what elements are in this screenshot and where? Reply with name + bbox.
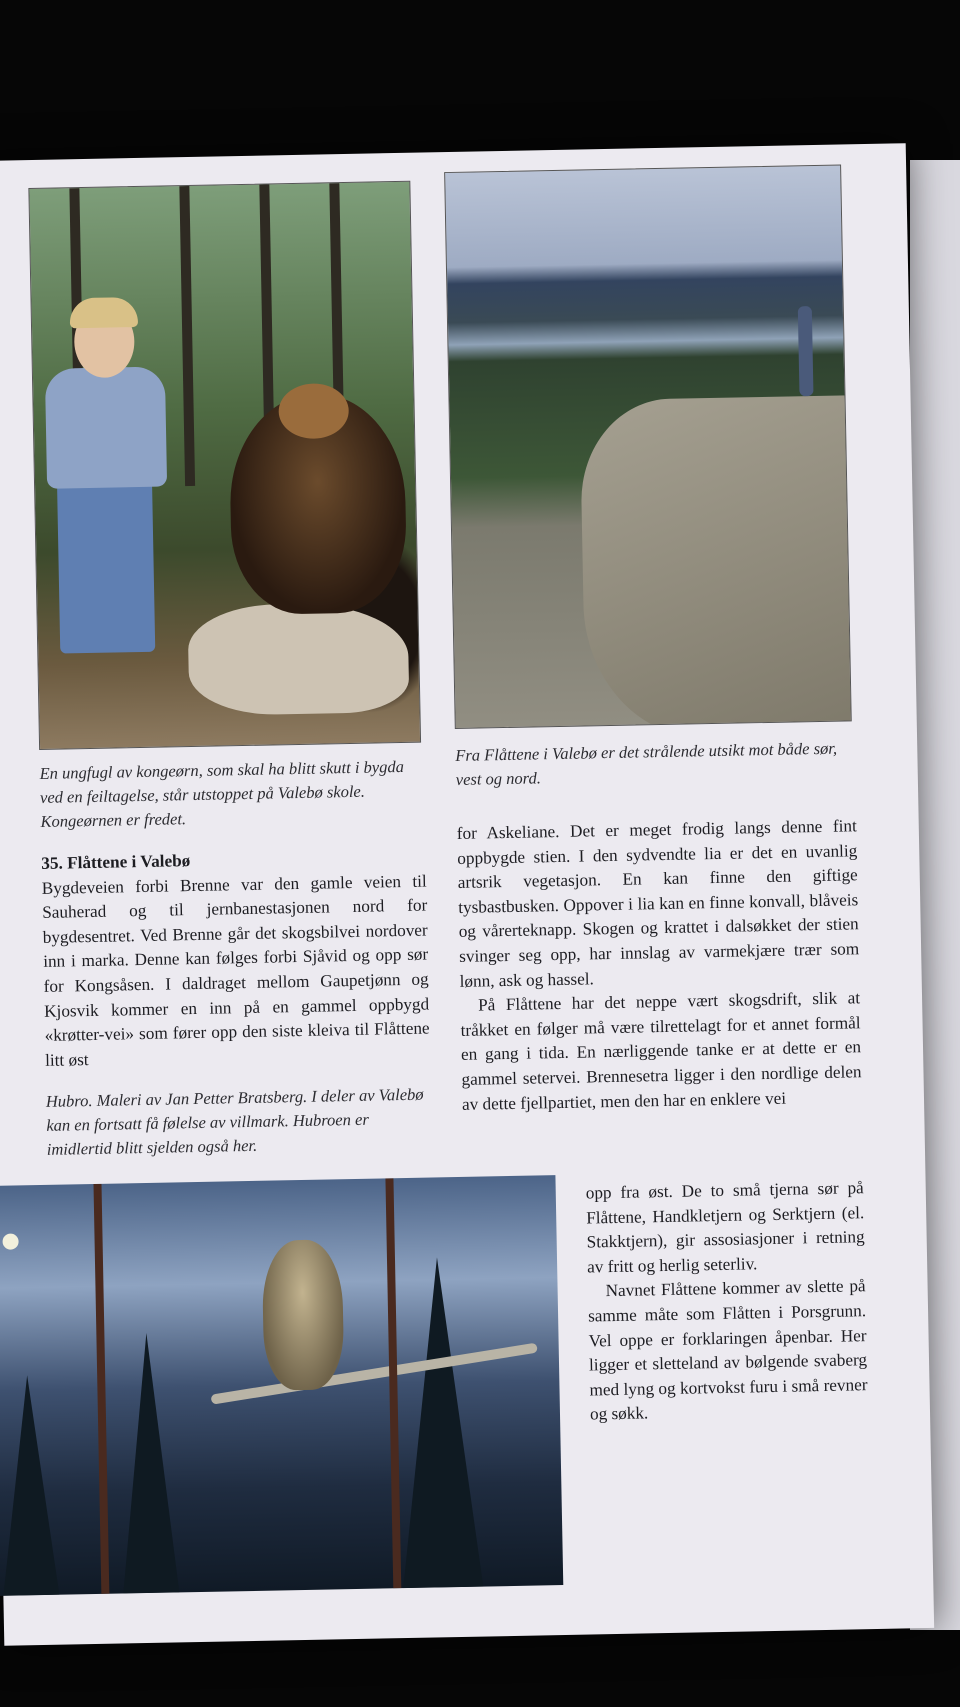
painting-owl — [0, 1175, 563, 1596]
girl-figure — [69, 297, 138, 328]
hiker-figure — [798, 306, 814, 396]
section-heading: 35. Flåttene i Valebø — [41, 851, 191, 873]
tree-trunk — [179, 186, 195, 486]
photo-lake-view — [444, 164, 852, 729]
photo-girl-with-eagle — [28, 181, 421, 750]
right-column — [457, 814, 863, 1117]
girl-figure — [57, 482, 155, 654]
pine-tree — [397, 1257, 483, 1588]
left-column — [41, 845, 430, 1074]
owl-figure — [262, 1239, 345, 1391]
book-page — [0, 143, 934, 1646]
right-column-wrapped — [586, 1176, 869, 1427]
caption-view: Fra Flåttene i Valebø er det strålende utsikt mot både sør, vest og nord. — [455, 738, 838, 789]
branch — [210, 1343, 537, 1405]
body-paragraph: Navnet Flåttene kommer av slette på samme måte som Flåtten i Porsgrunn. Vel oppe er forklaringen åpenbar. Her ligger et sletteland av bølgende svaberg med lyng og kortvokst furu i små revner og søkk. — [587, 1276, 868, 1424]
caption-owl: Hubro. Maleri av Jan Petter Bratsberg. I deler av Valebø kan en fortsatt få følelse av villmark. Hubroen er imidlertid blitt sjelden også her. — [45, 1084, 424, 1159]
pine-tree — [0, 1375, 59, 1596]
pine-tree — [118, 1332, 179, 1593]
driftwood — [187, 602, 409, 716]
caption-eagle: En ungfugl av kongeørn, som skal ha blitt skutt i bygda ved en feiltagelse, står utstoppet på Valebø skole. Kongeørnen er fredet. — [39, 756, 405, 831]
body-paragraph: for Askeliane. Det er meget frodig langs denne fint oppbygde stien. I den sydvendte lia er det en uvanlig artsrik vegetasjon. En kan finne den giftige tysbastbusken. Oppover i lia kan en finne konvall, blåveis og vårerteknapp. Skogen og krattet i dalsøkket der stien svinger seg opp, har innslag av varmekjære trær som lønn, ask og hassel. — [456, 816, 860, 991]
moon — [2, 1233, 18, 1249]
body-paragraph: opp fra øst. De to små tjerna sør på Flåttene, Handkletjern og Serktjern (el. Stakktjern), gir assosiasjoner i retning av fritt og herlig seterliv. — [585, 1178, 865, 1277]
rock-outcrop — [580, 395, 852, 729]
girl-figure — [45, 366, 167, 488]
panel-divider — [93, 1184, 109, 1594]
body-paragraph: På Flåttene har det neppe vært skogsdrift, slik at tråkket en følger må være tilrettelagt for et annet formål en gang i tida. En nærliggende tanke er at dette er en gammel setervei. Brennesetra ligger i den nordlige delen av dette fjellpartiet, men den har en enklere vei — [460, 988, 862, 1114]
body-paragraph: Bygdeveien forbi Brenne var den gamle veien til Sauherad og til jernbanestasjonen nord for bygdesentret. Ved Brenne går det skogsbilvei nordover inn i marka. Denne kan følges forbi Sjåvid og opp sør for Kongsåsen. I daldraget mellom Gaupetjønn og Kjosvik kommer en inn på en gammel oppbygd «krøtter-vei» som fører opp den siste kleiva til Flåttene litt øst — [41, 871, 430, 1070]
